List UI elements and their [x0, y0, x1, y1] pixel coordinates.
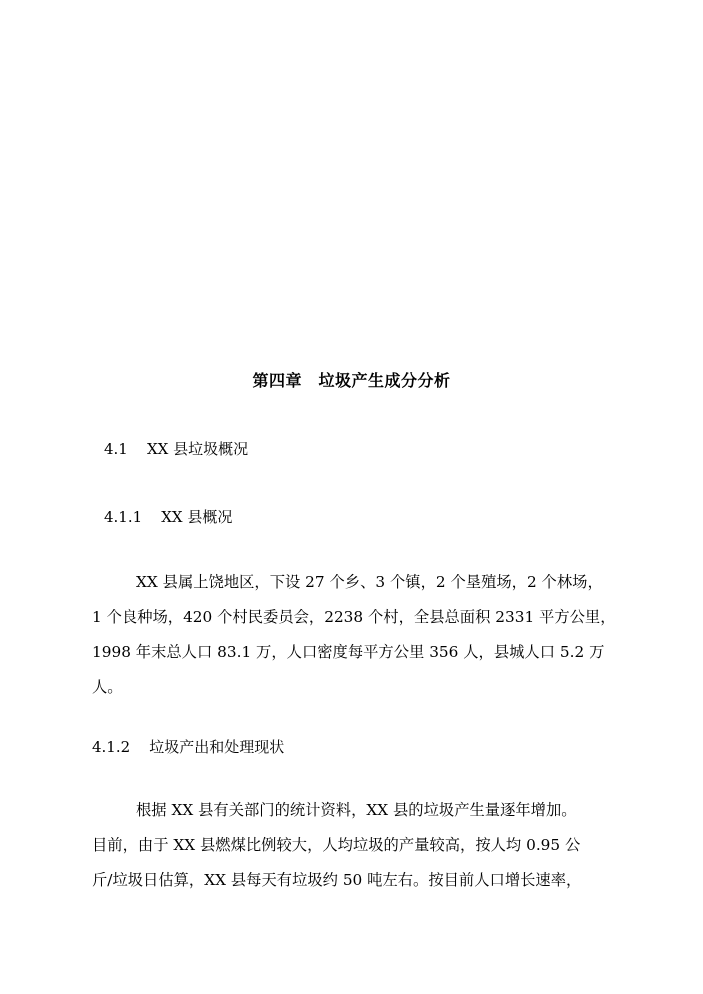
section-number: 4.1.2 — [92, 738, 131, 756]
paragraph-line: 根据 XX 县有关部门的统计资料，XX 县的垃圾产生量逐年增加。 — [136, 801, 577, 819]
paragraph-line: XX 县属上饶地区，下设 27 个乡、3 个镇，2 个垦殖场，2 个林场， — [136, 573, 603, 591]
paragraph-line: 1998 年末总人口 83.1 万，人口密度每平方公里 356 人，县城人口 5.2 万 — [92, 643, 605, 661]
section-heading-4-1-2 — [92, 736, 284, 757]
paragraph-line: 斤/垃圾日估算，XX 县每天有垃圾约 50 吨左右。按目前人口增长速率， — [92, 871, 582, 889]
section-number: 4.1 — [104, 440, 128, 458]
section-heading-4-1 — [104, 438, 248, 459]
section-title: 垃圾产出和处理现状 — [149, 738, 285, 756]
paragraph-line: 1 个良种场，420 个村民委员会，2238 个村，全县总面积 2331 平方公里， — [92, 608, 616, 626]
paragraph-waste-status — [92, 793, 612, 898]
section-title: XX 县概况 — [161, 508, 233, 526]
section-title: XX 县垃圾概况 — [146, 440, 249, 458]
chapter-title: 第四章 垃圾产生成分分析 — [252, 371, 451, 390]
section-number: 4.1.1 — [104, 508, 143, 526]
paragraph-line: 人。 — [92, 678, 123, 696]
section-heading-4-1-1 — [104, 506, 232, 527]
paragraph-line: 目前，由于 XX 县燃煤比例较大，人均垃圾的产量较高，按人均 0.95 公 — [92, 836, 581, 854]
paragraph-county-overview — [92, 565, 616, 705]
